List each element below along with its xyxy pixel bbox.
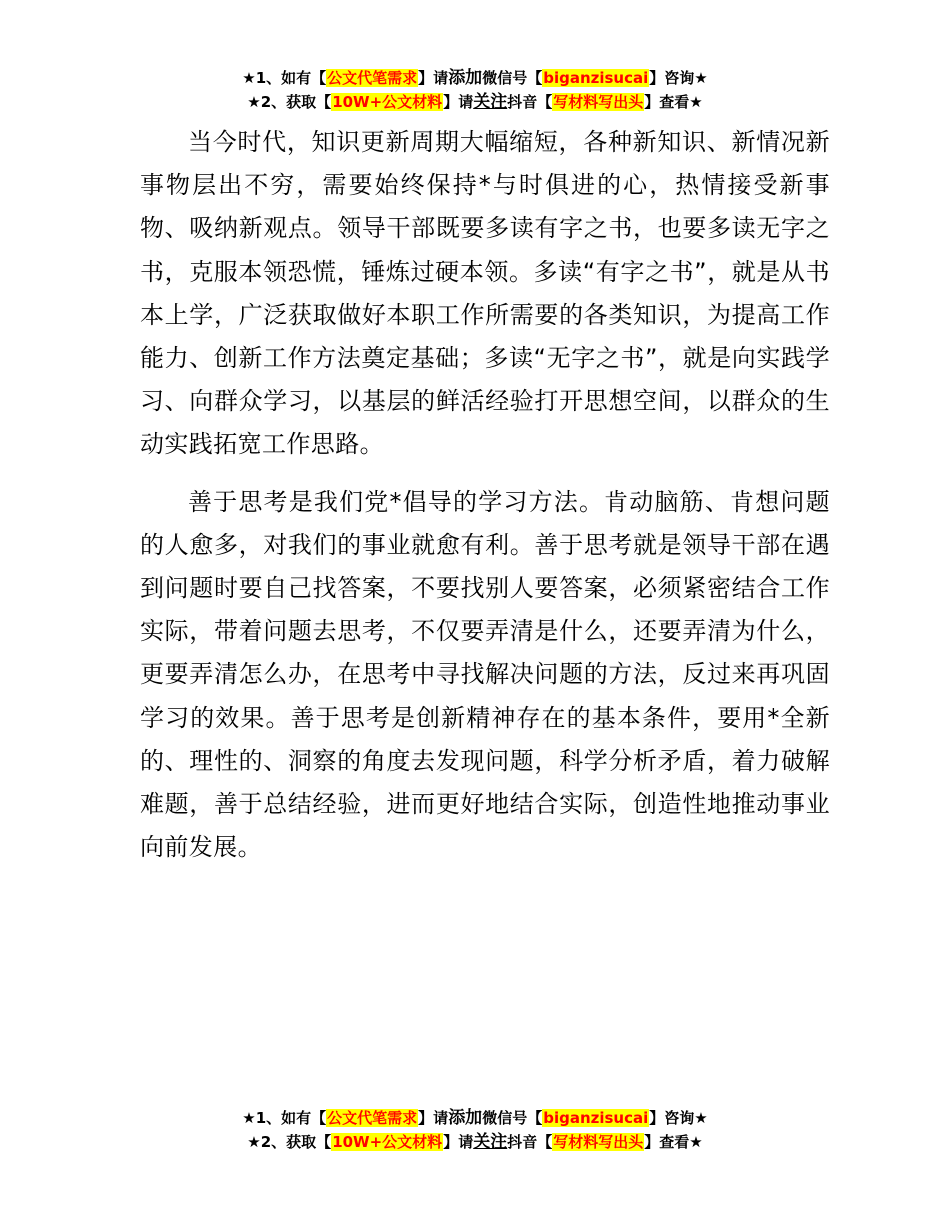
highlight-materials: 10W+公文材料 xyxy=(332,93,443,111)
footer-banner xyxy=(0,1106,950,1154)
banner-line-1: ★1、如有【公文代笔需求】请添加微信号【biganzisucai】咨询★ xyxy=(242,68,708,88)
highlight-wechat-id: biganzisucai xyxy=(543,69,649,87)
highlight-service: 公文代笔需求 xyxy=(327,1109,418,1127)
banner-line-2: ★2、获取【10W+公文材料】请关注抖音【写材料写出头】查看★ xyxy=(247,92,703,112)
emphasis-follow: 关注 xyxy=(473,1132,508,1152)
banner-line-2: ★2、获取【10W+公文材料】请关注抖音【写材料写出头】查看★ xyxy=(247,1132,703,1152)
highlight-douyin-account: 写材料写出头 xyxy=(553,1133,644,1151)
header-banner xyxy=(0,66,950,114)
paragraph-2: 善于思考是我们党*倡导的学习方法。肯动脑筋、肯想问题的人愈多，对我们的事业就愈有利。善于思考就是领导干部在遇到问题时要自己找答案，不要找别人要答案，必须紧密结合工作实际，带着问题去思考，不仅要弄清是什么，还要弄清为什么，更要弄清怎么办，在思考中寻找解决问题的方法，反过来再巩固学习的效果。善于思考是创新精神存在的基本条件，要用*全新的、理性的、洞察的角度去发现问题，科学分析矛盾，着力破解难题，善于总结经验，进而更好地结合实际，创造性地推动事业向前发展。 xyxy=(140,487,830,862)
emphasis-add: 添加 xyxy=(448,1108,483,1128)
highlight-douyin-account: 写材料写出头 xyxy=(553,93,644,111)
highlight-materials: 10W+公文材料 xyxy=(332,1133,443,1151)
emphasis-add: 添加 xyxy=(448,68,483,88)
emphasis-follow: 关注 xyxy=(473,92,508,112)
document-body xyxy=(140,121,830,869)
highlight-service: 公文代笔需求 xyxy=(327,69,418,87)
paragraph-1: 当今时代，知识更新周期大幅缩短，各种新知识、新情况新事物层出不穷，需要始终保持*与时俱进的心，热情接受新事物、吸纳新观点。领导干部既要多读有字之书，也要多读无字之书，克服本领恐慌，锤炼过硬本领。多读“有字之书”，就是从书本上学，广泛获取做好本职工作所需要的各类知识，为提高工作能力、创新工作方法奠定基础；多读“无字之书”，就是向实践学习、向群众学习，以基层的鲜活经验打开思想空间，以群众的生动实践拓宽工作思路。 xyxy=(140,128,830,459)
banner-line-1: ★1、如有【公文代笔需求】请添加微信号【biganzisucai】咨询★ xyxy=(242,1108,708,1128)
highlight-wechat-id: biganzisucai xyxy=(543,1109,649,1127)
